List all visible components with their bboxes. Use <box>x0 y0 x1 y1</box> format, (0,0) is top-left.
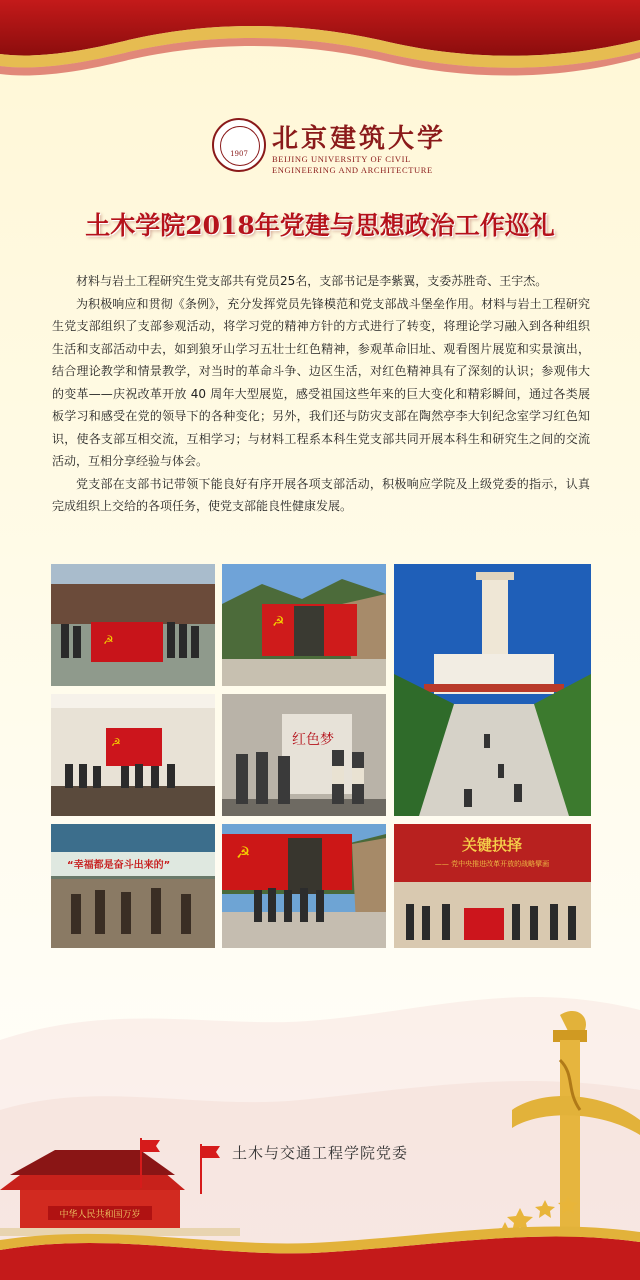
photo-banner-text: “幸福都是奋斗出来的” <box>67 860 171 871</box>
bottom-decoration <box>0 960 640 1280</box>
paragraph: 党支部在支部书记带领下能良好有序开展各项支部活动，积极响应学院及上级党委的指示，认真完成组织上交给的各项任务，使党支部能良性健康发展。 <box>52 476 590 513</box>
photo-exhibit-heading: 关键抉择 <box>461 836 523 854</box>
photo-exhibit-label: 红色梦 <box>292 732 334 748</box>
svg-text:☭: ☭ <box>236 843 251 862</box>
photo-monument-flag-mountain <box>222 564 386 686</box>
university-name-en-line2: ENGINEERING AND ARCHITECTURE <box>272 165 433 175</box>
photo-monument-group <box>222 824 386 948</box>
photo-memorial-tower-stairs <box>394 564 591 816</box>
top-banner <box>0 0 640 90</box>
svg-text:☭: ☭ <box>111 736 121 749</box>
svg-text:☭: ☭ <box>272 614 285 630</box>
footer-organization: 土木与交通工程学院党委 <box>231 1144 408 1162</box>
university-seal-icon <box>212 118 266 172</box>
photo-gallery <box>51 564 591 948</box>
university-name-cn: 北京建筑大学 <box>272 124 447 154</box>
photo-group-flag-courtyard <box>51 564 215 686</box>
body-text <box>52 270 590 518</box>
photo-exhibit-subheading: —— 党中央推进改革开放的战略擘画 <box>434 860 550 868</box>
paragraph: 材料与岩土工程研究生党支部共有党员25名，支部书记是李紫翼，支委苏胜奇、王宇杰。 <box>76 274 548 288</box>
university-name-en-line1: BEIJING UNIVERSITY OF CIVIL <box>272 154 411 164</box>
poster-title: 土木学院2018年党建与思想政治工作巡礼 <box>85 211 555 240</box>
paragraph: 为积极响应和贯彻《条例》，充分发挥党员先锋模范和党支部战斗堡垒作用。材料与岩土工程研究生党支部组织了支部参观活动，将学习党的精神方针的方式进行了转变，将理论学习融入到各种组织生活和支部活动中去，如到狼牙山学习五壮士红色精神，参观革命旧址、观看图片展览和实景演出，结合理论教学和情景教学，对当时的革命斗争、边区生活，对红色精神具有了深刻的认识；参观伟大的变革——庆祝改革开放 40 周年大型展览，感受祖国这些年来的巨大变化和精彩瞬间，通过各类展板学习和感受在党的领导下的各种变化；另外，我们还与防灾支部在陶然亭李大钊纪念室学习红色知识，使各支部互相交流，互相学习；与材料工程系本科生党支部共同开展本科生和研究生之间的交流活动，互相分享经验与体会。 <box>52 296 590 468</box>
photo-meeting-room-flag <box>51 694 215 816</box>
photo-exhibition-banner <box>51 824 215 948</box>
photo-reform-exhibition-hall <box>394 824 591 948</box>
photo-exhibition-students <box>222 694 386 816</box>
gate-plaque-text: 中华人民共和国万岁 <box>59 1210 141 1220</box>
seal-year: 1907 <box>230 150 248 158</box>
svg-text:☭: ☭ <box>103 633 114 647</box>
university-logo <box>212 118 452 176</box>
